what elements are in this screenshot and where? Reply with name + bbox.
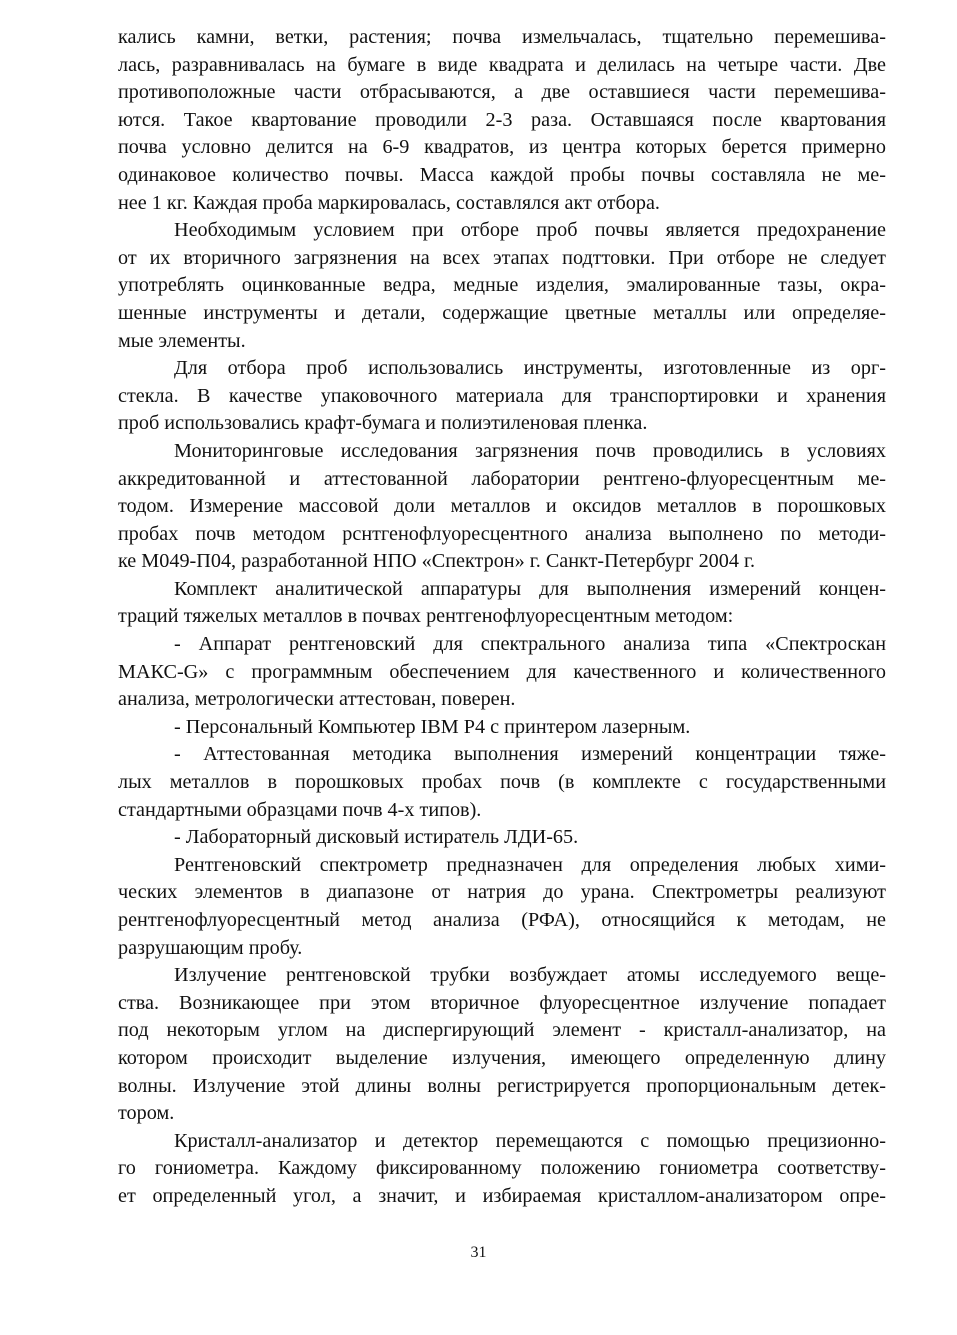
text-line: - Персональный Компьютер IBM P4 с принтером лазерным.: [174, 715, 691, 738]
page-body: [118, 24, 886, 1211]
list-item: [118, 631, 886, 714]
text-line: - Лабораторный дисковый истиратель ЛДИ-65.: [174, 826, 579, 849]
list-item: [118, 714, 886, 742]
text-line: Мониторинговые исследования загрязнения почв проводились в условиях: [174, 439, 886, 462]
text-line: проб использовались крафт-бумага и полиэтиленовая пленка.: [118, 412, 648, 435]
text-line: ке М049-П04, разработанной НПО «Спектрон» г. Санкт-Петербург 2004 г.: [118, 550, 756, 573]
text-line: употреблять оцинкованные ведра, медные изделия, эмалированные тазы, окра-: [118, 274, 886, 297]
text-line: пробах почв методом рснтгенофлуоресцентного анализа выполнено по методи-: [118, 522, 886, 545]
text-line: Необходимым условием при отборе проб почвы является предохранение: [174, 219, 886, 242]
list-item: [118, 824, 886, 852]
text-line: траций тяжелых металлов в почвах рентгенофлуоресцентным методом:: [118, 605, 734, 628]
text-line: Кристалл-анализатор и детектор перемещаются с помощью прецизионно-: [174, 1129, 886, 1152]
paragraph: [118, 24, 886, 217]
text-line: разрушающим пробу.: [118, 936, 303, 959]
paragraph: [118, 852, 886, 962]
text-line: Рентгеновский спектрометр предназначен для определения любых хими-: [174, 853, 886, 876]
text-line: стекла. В качестве упаковочного материала для транспортировки и хранения: [118, 384, 886, 407]
text-line: кались камни, ветки, растения; почва измельчалась, тщательно перемешива-: [118, 26, 886, 48]
page-number: 31: [470, 1244, 487, 1261]
paragraph: [118, 355, 886, 438]
text-line: противоположные части отбрасываются, а две оставшиеся части перемешива-: [118, 81, 886, 104]
text-line: мые элементы.: [118, 329, 246, 352]
text-line: почва условно делится на 6-9 квадратов, из центра которых берется примерно: [118, 136, 886, 159]
paragraph: [118, 217, 886, 355]
text-line: Для отбора проб использовались инструменты, изготовленные из орг-: [174, 357, 886, 380]
paragraph: [118, 1128, 886, 1211]
text-line: лых металлов в порошковых пробах почв (в комплекте с государственными: [118, 771, 886, 794]
text-line: лась, разравнивалась на бумаге в виде квадрата и делилась на четыре части. Две: [118, 53, 886, 76]
text-line: МАКС-G» с программным обеспечением для качественного и количественного: [118, 660, 886, 683]
text-line: - Аттестованная методика выполнения измерений концентрации тяже-: [174, 743, 886, 766]
text-line: ства. Возникающее при этом вторичное флуоресцентное излучение попадает: [118, 991, 886, 1014]
paragraph: [118, 962, 886, 1128]
text-line: от их вторичного загрязнения на всех этапах подттовки. При отборе не следует: [118, 246, 886, 269]
text-line: ет определенный угол, а значит, и избираемая кристаллом-анализатором опре-: [118, 1184, 886, 1207]
text-line: анализа, метрологически аттестован, поверен.: [118, 688, 516, 711]
text-line: тором.: [118, 1102, 175, 1125]
text-line: одинаковое количество почвы. Масса каждой пробы почвы составляла не ме-: [118, 163, 886, 186]
paragraph: [118, 438, 886, 576]
text-line: Излучение рентгеновской трубки возбуждает атомы исследуемого веще-: [174, 964, 886, 987]
text-line: тодом. Измерение массовой доли металлов и оксидов металлов в порошковых: [118, 495, 886, 518]
paragraph: [118, 576, 886, 631]
text-line: ются. Такое квартование проводили 2-3 раза. Оставшаяся после квартования: [118, 108, 886, 131]
text-line: - Аппарат рентгеновский для спектрального анализа типа «Спектроскан: [174, 633, 886, 656]
text-line: нее 1 кг. Каждая проба маркировалась, составлялся акт отбора.: [118, 191, 660, 214]
text-line: котором происходит выделение излучения, имеющего определенную длину: [118, 1046, 886, 1069]
text-line: го гониометра. Каждому фиксированному положению гониометра соответству-: [118, 1157, 886, 1180]
text-line: аккредитованной и аттестованной лаборатории рентгено-флуоресцентным ме-: [118, 467, 886, 490]
text-line: волны. Излучение этой длины волны регистрируется пропорциональным детек-: [118, 1074, 886, 1097]
text-line: под некоторым углом на диспергирующий элемент - кристалл-анализатор, на: [118, 1019, 886, 1042]
text-line: рентгенофлуоресцентный метод анализа (РФА), относящийся к методам, не: [118, 909, 886, 931]
text-line: ческих элементов в диапазоне от натрия до урана. Спектрометры реализуют: [118, 881, 886, 904]
text-line: шенные инструменты и детали, содержащие цветные металлы или определяе-: [118, 301, 886, 324]
list-item: [118, 741, 886, 824]
text-line: стандартными образцами почв 4-х типов).: [118, 798, 482, 821]
text-line: Комплект аналитической аппаратуры для выполнения измерений концен-: [174, 577, 886, 600]
